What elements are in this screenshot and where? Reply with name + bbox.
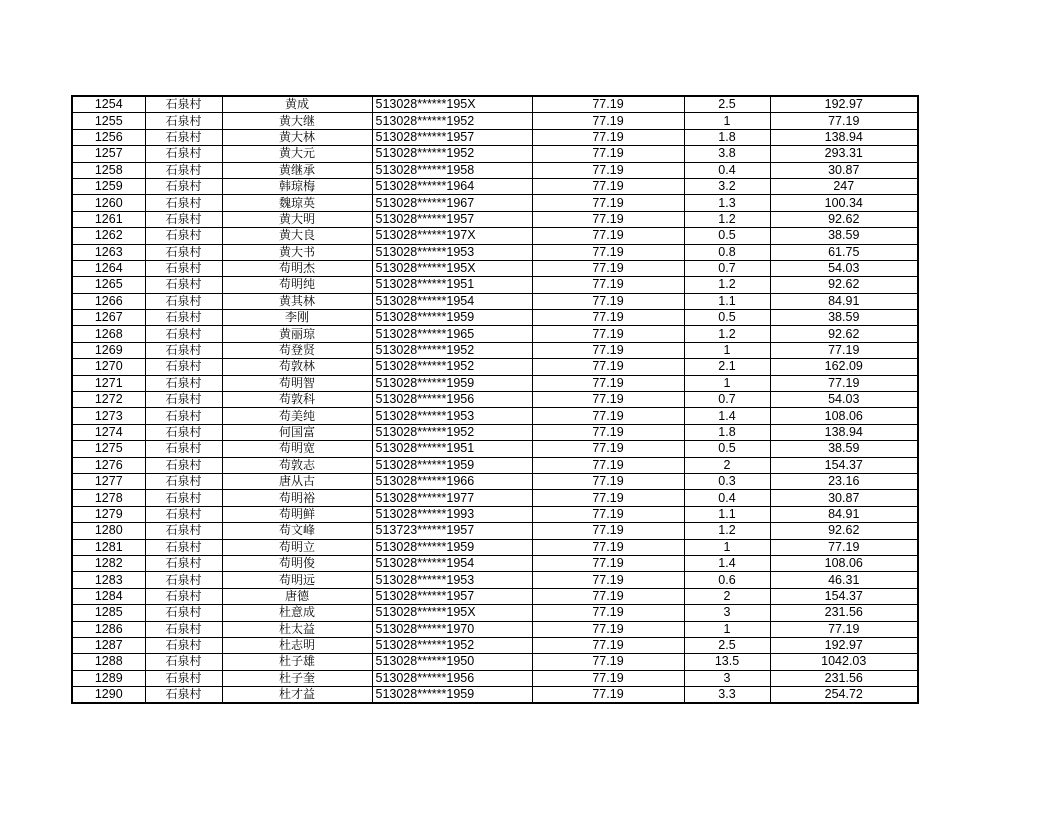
table-row xyxy=(72,228,918,244)
table-row xyxy=(72,178,918,194)
table-row xyxy=(72,424,918,440)
table-row xyxy=(72,441,918,457)
cell-village: 石泉村 xyxy=(145,178,222,194)
cell-serial-number: 1256 xyxy=(72,129,145,145)
cell-quantity: 1 xyxy=(684,375,770,391)
table-row xyxy=(72,588,918,604)
table-row xyxy=(72,670,918,686)
cell-unit-price: 77.19 xyxy=(532,441,684,457)
cell-person-name: 黄大元 xyxy=(222,146,372,162)
cell-village: 石泉村 xyxy=(145,687,222,704)
cell-unit-price: 77.19 xyxy=(532,113,684,129)
table-row xyxy=(72,326,918,342)
cell-serial-number: 1289 xyxy=(72,670,145,686)
table-row xyxy=(72,523,918,539)
cell-serial-number: 1259 xyxy=(72,178,145,194)
table-row xyxy=(72,96,918,113)
table-row xyxy=(72,211,918,227)
cell-id-number: 513028******1951 xyxy=(372,277,532,293)
cell-serial-number: 1283 xyxy=(72,572,145,588)
cell-id-number: 513028******1954 xyxy=(372,555,532,571)
cell-id-number: 513028******1951 xyxy=(372,441,532,457)
cell-person-name: 杜太益 xyxy=(222,621,372,637)
cell-quantity: 0.7 xyxy=(684,260,770,276)
cell-village: 石泉村 xyxy=(145,162,222,178)
cell-serial-number: 1265 xyxy=(72,277,145,293)
table-row xyxy=(72,539,918,555)
cell-quantity: 3 xyxy=(684,670,770,686)
cell-id-number: 513028******1953 xyxy=(372,572,532,588)
cell-quantity: 2 xyxy=(684,588,770,604)
cell-serial-number: 1257 xyxy=(72,146,145,162)
cell-village: 石泉村 xyxy=(145,359,222,375)
table-row xyxy=(72,113,918,129)
cell-id-number: 513028******1977 xyxy=(372,490,532,506)
cell-village: 石泉村 xyxy=(145,113,222,129)
cell-amount: 30.87 xyxy=(770,162,918,178)
cell-village: 石泉村 xyxy=(145,441,222,457)
cell-village: 石泉村 xyxy=(145,424,222,440)
cell-person-name: 黄大继 xyxy=(222,113,372,129)
cell-person-name: 苟明远 xyxy=(222,572,372,588)
cell-village: 石泉村 xyxy=(145,670,222,686)
cell-quantity: 1 xyxy=(684,621,770,637)
table-row xyxy=(72,195,918,211)
cell-id-number: 513028******1954 xyxy=(372,293,532,309)
cell-village: 石泉村 xyxy=(145,555,222,571)
cell-id-number: 513028******1959 xyxy=(372,457,532,473)
cell-unit-price: 77.19 xyxy=(532,375,684,391)
cell-amount: 192.97 xyxy=(770,96,918,113)
cell-village: 石泉村 xyxy=(145,392,222,408)
cell-amount: 92.62 xyxy=(770,523,918,539)
cell-id-number: 513028******1952 xyxy=(372,113,532,129)
cell-quantity: 1 xyxy=(684,342,770,358)
cell-person-name: 唐从古 xyxy=(222,473,372,489)
cell-quantity: 0.8 xyxy=(684,244,770,260)
cell-amount: 231.56 xyxy=(770,605,918,621)
cell-serial-number: 1262 xyxy=(72,228,145,244)
table-row xyxy=(72,654,918,670)
cell-village: 石泉村 xyxy=(145,228,222,244)
cell-serial-number: 1286 xyxy=(72,621,145,637)
cell-amount: 247 xyxy=(770,178,918,194)
cell-unit-price: 77.19 xyxy=(532,359,684,375)
table-row xyxy=(72,244,918,260)
cell-person-name: 杜子奎 xyxy=(222,670,372,686)
cell-village: 石泉村 xyxy=(145,260,222,276)
cell-id-number: 513028******195X xyxy=(372,605,532,621)
cell-serial-number: 1285 xyxy=(72,605,145,621)
cell-person-name: 苟文峰 xyxy=(222,523,372,539)
cell-quantity: 1.8 xyxy=(684,424,770,440)
cell-serial-number: 1290 xyxy=(72,687,145,704)
cell-village: 石泉村 xyxy=(145,326,222,342)
cell-unit-price: 77.19 xyxy=(532,162,684,178)
cell-serial-number: 1263 xyxy=(72,244,145,260)
cell-serial-number: 1260 xyxy=(72,195,145,211)
cell-amount: 100.34 xyxy=(770,195,918,211)
cell-id-number: 513028******195X xyxy=(372,260,532,276)
cell-unit-price: 77.19 xyxy=(532,539,684,555)
cell-unit-price: 77.19 xyxy=(532,473,684,489)
cell-quantity: 1 xyxy=(684,539,770,555)
cell-amount: 154.37 xyxy=(770,457,918,473)
cell-person-name: 杜子雄 xyxy=(222,654,372,670)
cell-village: 石泉村 xyxy=(145,310,222,326)
table-row xyxy=(72,162,918,178)
cell-id-number: 513028******1950 xyxy=(372,654,532,670)
cell-id-number: 513028******1957 xyxy=(372,588,532,604)
table-row xyxy=(72,375,918,391)
cell-quantity: 1.4 xyxy=(684,555,770,571)
table-row xyxy=(72,572,918,588)
cell-person-name: 黄大明 xyxy=(222,211,372,227)
cell-quantity: 1.2 xyxy=(684,523,770,539)
cell-quantity: 1.2 xyxy=(684,211,770,227)
cell-serial-number: 1275 xyxy=(72,441,145,457)
cell-unit-price: 77.19 xyxy=(532,310,684,326)
cell-unit-price: 77.19 xyxy=(532,129,684,145)
cell-person-name: 何国富 xyxy=(222,424,372,440)
cell-quantity: 3.2 xyxy=(684,178,770,194)
cell-id-number: 513028******195X xyxy=(372,96,532,113)
cell-id-number: 513028******1993 xyxy=(372,506,532,522)
table-row xyxy=(72,260,918,276)
cell-village: 石泉村 xyxy=(145,621,222,637)
cell-id-number: 513028******1957 xyxy=(372,129,532,145)
table-row xyxy=(72,605,918,621)
cell-person-name: 苟明宽 xyxy=(222,441,372,457)
cell-person-name: 苟敦志 xyxy=(222,457,372,473)
cell-serial-number: 1258 xyxy=(72,162,145,178)
cell-id-number: 513028******1970 xyxy=(372,621,532,637)
cell-person-name: 苟明鲜 xyxy=(222,506,372,522)
cell-amount: 293.31 xyxy=(770,146,918,162)
cell-id-number: 513028******1957 xyxy=(372,211,532,227)
cell-serial-number: 1280 xyxy=(72,523,145,539)
cell-id-number: 513028******1952 xyxy=(372,637,532,653)
cell-amount: 30.87 xyxy=(770,490,918,506)
cell-quantity: 3 xyxy=(684,605,770,621)
cell-village: 石泉村 xyxy=(145,572,222,588)
cell-person-name: 苟明智 xyxy=(222,375,372,391)
cell-serial-number: 1273 xyxy=(72,408,145,424)
cell-id-number: 513028******1959 xyxy=(372,375,532,391)
cell-amount: 61.75 xyxy=(770,244,918,260)
cell-id-number: 513028******1967 xyxy=(372,195,532,211)
cell-amount: 92.62 xyxy=(770,326,918,342)
cell-unit-price: 77.19 xyxy=(532,211,684,227)
cell-quantity: 2.5 xyxy=(684,96,770,113)
cell-unit-price: 77.19 xyxy=(532,96,684,113)
cell-amount: 46.31 xyxy=(770,572,918,588)
cell-amount: 1042.03 xyxy=(770,654,918,670)
cell-id-number: 513028******1952 xyxy=(372,424,532,440)
cell-quantity: 3.8 xyxy=(684,146,770,162)
cell-amount: 23.16 xyxy=(770,473,918,489)
cell-serial-number: 1284 xyxy=(72,588,145,604)
cell-quantity: 13.5 xyxy=(684,654,770,670)
cell-person-name: 杜意成 xyxy=(222,605,372,621)
cell-amount: 92.62 xyxy=(770,211,918,227)
cell-quantity: 1.1 xyxy=(684,506,770,522)
table-row xyxy=(72,457,918,473)
cell-village: 石泉村 xyxy=(145,211,222,227)
cell-serial-number: 1279 xyxy=(72,506,145,522)
cell-village: 石泉村 xyxy=(145,654,222,670)
cell-unit-price: 77.19 xyxy=(532,457,684,473)
cell-unit-price: 77.19 xyxy=(532,654,684,670)
cell-person-name: 苟美纯 xyxy=(222,408,372,424)
cell-unit-price: 77.19 xyxy=(532,424,684,440)
cell-serial-number: 1282 xyxy=(72,555,145,571)
cell-serial-number: 1271 xyxy=(72,375,145,391)
cell-quantity: 1.8 xyxy=(684,129,770,145)
cell-serial-number: 1254 xyxy=(72,96,145,113)
table-row xyxy=(72,310,918,326)
cell-id-number: 513028******197X xyxy=(372,228,532,244)
cell-village: 石泉村 xyxy=(145,637,222,653)
cell-quantity: 1.3 xyxy=(684,195,770,211)
cell-unit-price: 77.19 xyxy=(532,621,684,637)
cell-amount: 77.19 xyxy=(770,539,918,555)
cell-id-number: 513028******1964 xyxy=(372,178,532,194)
cell-quantity: 2 xyxy=(684,457,770,473)
table-row xyxy=(72,342,918,358)
cell-person-name: 杜才益 xyxy=(222,687,372,704)
cell-id-number: 513028******1959 xyxy=(372,310,532,326)
table-row xyxy=(72,359,918,375)
cell-village: 石泉村 xyxy=(145,96,222,113)
cell-quantity: 0.3 xyxy=(684,473,770,489)
cell-quantity: 0.4 xyxy=(684,490,770,506)
cell-amount: 54.03 xyxy=(770,392,918,408)
cell-unit-price: 77.19 xyxy=(532,342,684,358)
table-row xyxy=(72,621,918,637)
cell-serial-number: 1287 xyxy=(72,637,145,653)
cell-unit-price: 77.19 xyxy=(532,637,684,653)
table-row xyxy=(72,637,918,653)
cell-village: 石泉村 xyxy=(145,408,222,424)
cell-unit-price: 77.19 xyxy=(532,670,684,686)
table-row xyxy=(72,277,918,293)
cell-unit-price: 77.19 xyxy=(532,523,684,539)
cell-person-name: 苟明俊 xyxy=(222,555,372,571)
cell-amount: 162.09 xyxy=(770,359,918,375)
cell-serial-number: 1255 xyxy=(72,113,145,129)
cell-village: 石泉村 xyxy=(145,375,222,391)
cell-id-number: 513028******1965 xyxy=(372,326,532,342)
cell-person-name: 苟敦林 xyxy=(222,359,372,375)
cell-village: 石泉村 xyxy=(145,523,222,539)
cell-village: 石泉村 xyxy=(145,195,222,211)
cell-unit-price: 77.19 xyxy=(532,178,684,194)
data-table xyxy=(71,95,919,704)
cell-person-name: 韩琼梅 xyxy=(222,178,372,194)
cell-unit-price: 77.19 xyxy=(532,588,684,604)
cell-village: 石泉村 xyxy=(145,506,222,522)
cell-id-number: 513723******1957 xyxy=(372,523,532,539)
cell-amount: 254.72 xyxy=(770,687,918,704)
cell-serial-number: 1267 xyxy=(72,310,145,326)
table-row xyxy=(72,392,918,408)
cell-person-name: 李刚 xyxy=(222,310,372,326)
cell-person-name: 苟登贤 xyxy=(222,342,372,358)
cell-unit-price: 77.19 xyxy=(532,687,684,704)
cell-serial-number: 1276 xyxy=(72,457,145,473)
cell-person-name: 苟明立 xyxy=(222,539,372,555)
cell-amount: 154.37 xyxy=(770,588,918,604)
cell-amount: 84.91 xyxy=(770,506,918,522)
cell-person-name: 黄大书 xyxy=(222,244,372,260)
cell-amount: 38.59 xyxy=(770,228,918,244)
cell-person-name: 唐德 xyxy=(222,588,372,604)
cell-amount: 77.19 xyxy=(770,621,918,637)
cell-id-number: 513028******1956 xyxy=(372,670,532,686)
cell-village: 石泉村 xyxy=(145,244,222,260)
cell-amount: 38.59 xyxy=(770,441,918,457)
table-row xyxy=(72,687,918,704)
cell-person-name: 魏琼英 xyxy=(222,195,372,211)
cell-amount: 108.06 xyxy=(770,408,918,424)
cell-quantity: 1.4 xyxy=(684,408,770,424)
cell-serial-number: 1272 xyxy=(72,392,145,408)
table-row xyxy=(72,473,918,489)
cell-village: 石泉村 xyxy=(145,129,222,145)
cell-serial-number: 1278 xyxy=(72,490,145,506)
cell-id-number: 513028******1953 xyxy=(372,408,532,424)
cell-person-name: 苟敦科 xyxy=(222,392,372,408)
cell-village: 石泉村 xyxy=(145,605,222,621)
cell-village: 石泉村 xyxy=(145,293,222,309)
cell-village: 石泉村 xyxy=(145,473,222,489)
cell-unit-price: 77.19 xyxy=(532,392,684,408)
cell-unit-price: 77.19 xyxy=(532,195,684,211)
cell-person-name: 黄大林 xyxy=(222,129,372,145)
cell-unit-price: 77.19 xyxy=(532,244,684,260)
cell-unit-price: 77.19 xyxy=(532,228,684,244)
cell-id-number: 513028******1966 xyxy=(372,473,532,489)
cell-serial-number: 1281 xyxy=(72,539,145,555)
cell-person-name: 黄继承 xyxy=(222,162,372,178)
table-row xyxy=(72,146,918,162)
cell-id-number: 513028******1952 xyxy=(372,342,532,358)
cell-serial-number: 1268 xyxy=(72,326,145,342)
cell-id-number: 513028******1952 xyxy=(372,359,532,375)
cell-village: 石泉村 xyxy=(145,277,222,293)
cell-person-name: 黄大良 xyxy=(222,228,372,244)
cell-village: 石泉村 xyxy=(145,342,222,358)
cell-village: 石泉村 xyxy=(145,146,222,162)
cell-id-number: 513028******1956 xyxy=(372,392,532,408)
cell-serial-number: 1264 xyxy=(72,260,145,276)
table-row xyxy=(72,555,918,571)
cell-serial-number: 1266 xyxy=(72,293,145,309)
cell-quantity: 0.7 xyxy=(684,392,770,408)
cell-person-name: 苟明裕 xyxy=(222,490,372,506)
cell-quantity: 0.5 xyxy=(684,441,770,457)
cell-id-number: 513028******1959 xyxy=(372,539,532,555)
cell-village: 石泉村 xyxy=(145,588,222,604)
cell-unit-price: 77.19 xyxy=(532,605,684,621)
table-row xyxy=(72,293,918,309)
cell-unit-price: 77.19 xyxy=(532,490,684,506)
cell-person-name: 苟明杰 xyxy=(222,260,372,276)
cell-id-number: 513028******1959 xyxy=(372,687,532,704)
cell-person-name: 苟明纯 xyxy=(222,277,372,293)
cell-quantity: 1.2 xyxy=(684,326,770,342)
cell-village: 石泉村 xyxy=(145,539,222,555)
cell-quantity: 3.3 xyxy=(684,687,770,704)
cell-id-number: 513028******1958 xyxy=(372,162,532,178)
cell-amount: 92.62 xyxy=(770,277,918,293)
cell-unit-price: 77.19 xyxy=(532,408,684,424)
cell-serial-number: 1261 xyxy=(72,211,145,227)
cell-quantity: 1 xyxy=(684,113,770,129)
cell-unit-price: 77.19 xyxy=(532,293,684,309)
cell-person-name: 黄其林 xyxy=(222,293,372,309)
cell-amount: 77.19 xyxy=(770,342,918,358)
cell-village: 石泉村 xyxy=(145,490,222,506)
cell-person-name: 杜志明 xyxy=(222,637,372,653)
cell-id-number: 513028******1953 xyxy=(372,244,532,260)
cell-amount: 192.97 xyxy=(770,637,918,653)
cell-serial-number: 1274 xyxy=(72,424,145,440)
table-row xyxy=(72,490,918,506)
cell-quantity: 0.6 xyxy=(684,572,770,588)
cell-amount: 138.94 xyxy=(770,424,918,440)
table-row xyxy=(72,506,918,522)
cell-quantity: 1.1 xyxy=(684,293,770,309)
cell-unit-price: 77.19 xyxy=(532,506,684,522)
cell-quantity: 0.5 xyxy=(684,310,770,326)
cell-serial-number: 1270 xyxy=(72,359,145,375)
cell-amount: 77.19 xyxy=(770,113,918,129)
cell-village: 石泉村 xyxy=(145,457,222,473)
cell-person-name: 黄成 xyxy=(222,96,372,113)
cell-amount: 38.59 xyxy=(770,310,918,326)
cell-quantity: 2.1 xyxy=(684,359,770,375)
cell-amount: 231.56 xyxy=(770,670,918,686)
cell-unit-price: 77.19 xyxy=(532,572,684,588)
cell-amount: 108.06 xyxy=(770,555,918,571)
cell-quantity: 0.5 xyxy=(684,228,770,244)
cell-quantity: 0.4 xyxy=(684,162,770,178)
cell-amount: 77.19 xyxy=(770,375,918,391)
cell-quantity: 2.5 xyxy=(684,637,770,653)
cell-person-name: 黄丽琼 xyxy=(222,326,372,342)
cell-unit-price: 77.19 xyxy=(532,260,684,276)
cell-amount: 138.94 xyxy=(770,129,918,145)
cell-unit-price: 77.19 xyxy=(532,146,684,162)
cell-unit-price: 77.19 xyxy=(532,277,684,293)
cell-amount: 84.91 xyxy=(770,293,918,309)
cell-id-number: 513028******1952 xyxy=(372,146,532,162)
cell-quantity: 1.2 xyxy=(684,277,770,293)
cell-serial-number: 1269 xyxy=(72,342,145,358)
table-body xyxy=(72,96,918,703)
cell-unit-price: 77.19 xyxy=(532,555,684,571)
table-row xyxy=(72,408,918,424)
cell-serial-number: 1277 xyxy=(72,473,145,489)
cell-serial-number: 1288 xyxy=(72,654,145,670)
table-row xyxy=(72,129,918,145)
cell-unit-price: 77.19 xyxy=(532,326,684,342)
cell-amount: 54.03 xyxy=(770,260,918,276)
